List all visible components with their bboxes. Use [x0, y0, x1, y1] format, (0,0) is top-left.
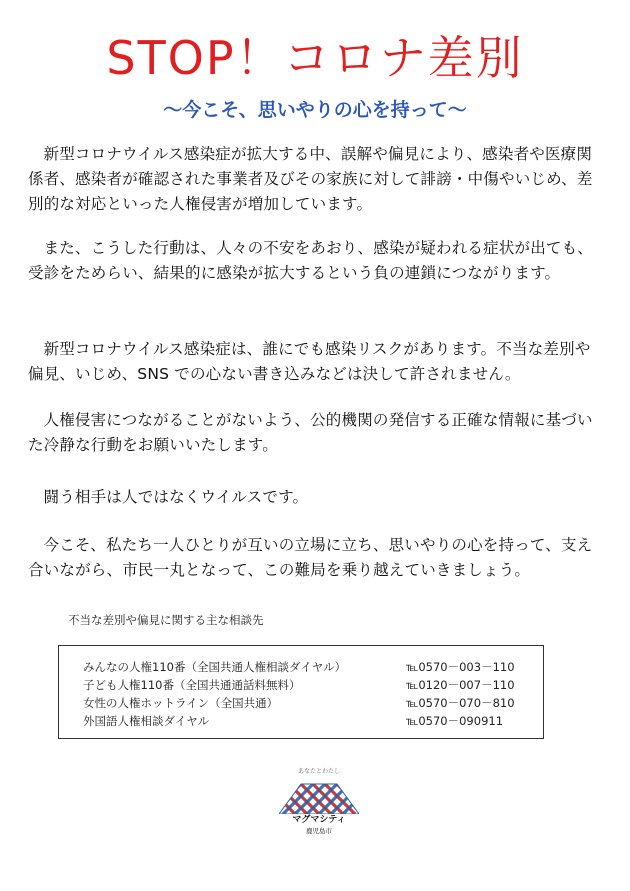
- logo-city: 鹿児島市: [306, 827, 332, 835]
- paragraph-2: また、こうした行動は、人々の不安をあおり、感染が疑われる症状が出ても、受診をためらい、結果的に感染が拡大するという負の連鎖につながります。: [28, 239, 594, 282]
- consultation-row: [83, 695, 523, 712]
- paragraph-5: 闘う相手は人ではなくウイルスです。: [43, 488, 309, 506]
- consultation-name: 子ども人権110番（全国共通通話料無料）: [83, 678, 301, 692]
- consultation-tel: ℡0120－007－110: [406, 678, 515, 692]
- paragraph-4: 人権侵害につながることがないよう、公的機関の発信する正確な情報に基づいた冷静な行動をお願いいたします。: [28, 411, 593, 454]
- paragraph-6: 今こそ、私たち一人ひとりが互いの立場に立ち、思いやりの心を持って、支え合いながら、市民一丸となって、この難局を乗り越えていきましょう。: [28, 536, 593, 579]
- consultation-name: みんなの人権110番（全国共通人権相談ダイヤル）: [83, 660, 347, 674]
- consultation-name: 外国語人権相談ダイヤル: [83, 714, 210, 728]
- consultation-row: [83, 713, 523, 730]
- consultation-row: [83, 677, 523, 694]
- magma-city-logo: [276, 768, 362, 858]
- consultation-name: 女性の人権ホットライン（全国共通）: [83, 696, 279, 710]
- paragraph-3: 新型コロナウイルス感染症は、誰にでも感染リスクがあります。不当な差別や偏見、いじめ、SNS での心ない書き込みなどは決して許されません。: [28, 340, 591, 383]
- logo-tagline: あなたとわたし: [297, 768, 340, 775]
- page-title: STOP！コロナ差別: [106, 31, 524, 85]
- volcano-pattern-icon: [279, 778, 359, 814]
- consultation-row: [83, 659, 523, 676]
- consultation-tel: ℡0570－070－810: [406, 696, 515, 710]
- logo-name: マグマシティ: [292, 815, 346, 825]
- paragraph-1: 新型コロナウイルス感染症が拡大する中、誤解や偏見により、感染者や医療関係者、感染者が確認された事業者及びその家族に対して誹謗・中傷やいじめ、差別的な対応といった人権侵害が増加しています。: [28, 145, 593, 213]
- consultation-box: [58, 645, 544, 739]
- consultation-heading: 不当な差別や偏見に関する主な相談先: [68, 613, 264, 627]
- consultation-tel: ℡0570－090911: [406, 714, 504, 728]
- page-subtitle: ～今こそ、思いやりの心を持って～: [163, 99, 467, 121]
- consultation-tel: ℡0570－003－110: [406, 660, 515, 674]
